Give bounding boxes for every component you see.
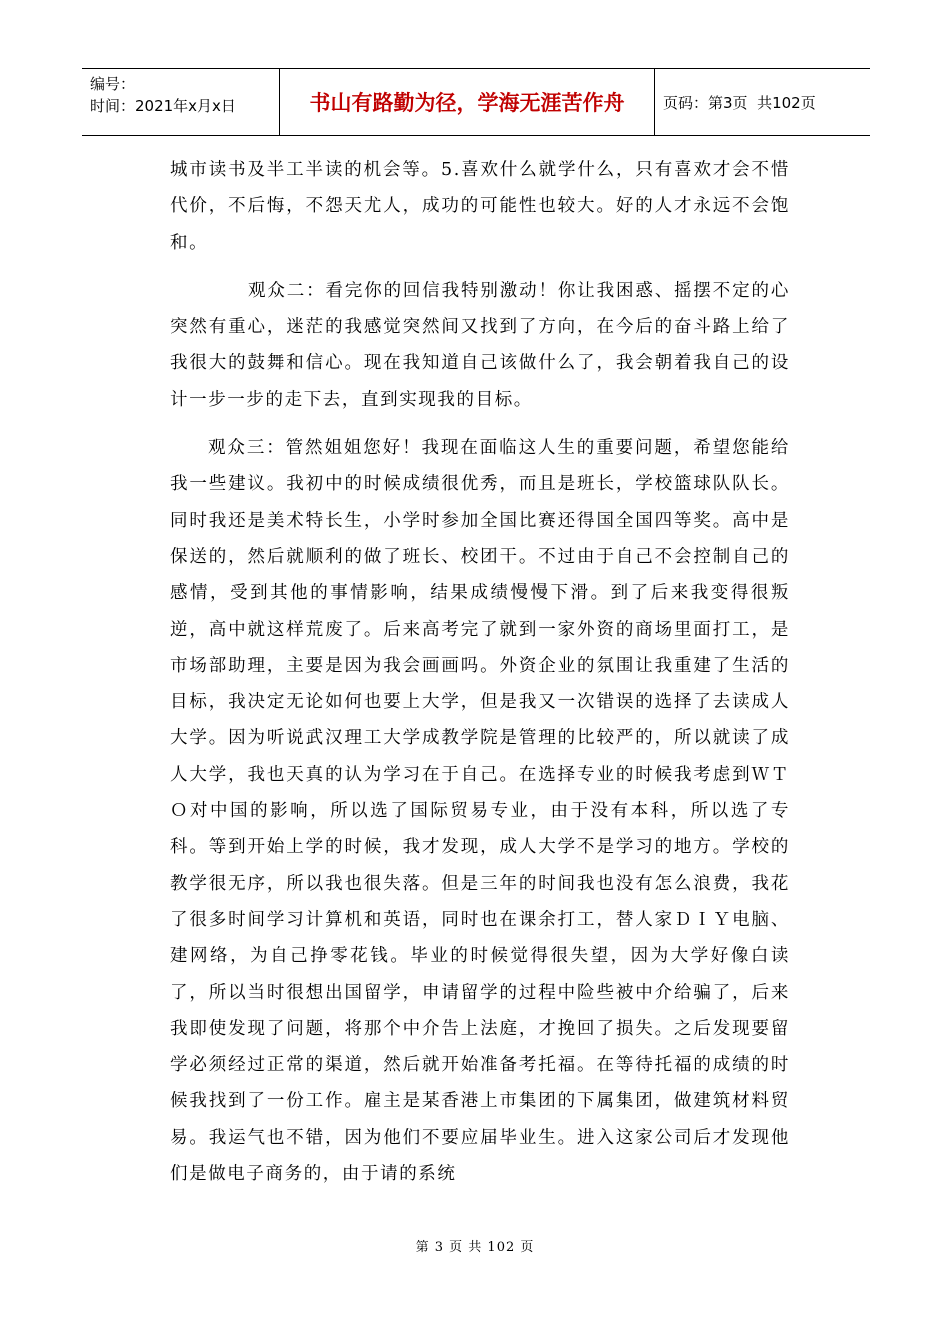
body-paragraph: 城市读书及半工半读的机会等。5.喜欢什么就学什么，只有喜欢才会不惜代价，不后悔，不怨天尤人，成功的可能性也较大。好的人才永远不会饱和。 <box>170 160 790 253</box>
document-number-label: 编号： <box>90 75 136 93</box>
header-page-info: 页码：第3页 共102页 <box>663 93 816 112</box>
body-paragraph: 观众二：看完你的回信我特别激动！你让我困惑、摇摆不定的心突然有重心，迷茫的我感觉突然间又找到了方向，在今后的奋斗路上给了我很大的鼓舞和信心。现在我知道自己该做什么了，我会朝着我自己的设计一步一步的走下去，直到实现我的目标。 <box>170 280 790 410</box>
header-page-cell <box>655 69 870 135</box>
header-motto: 书山有路勤为径，学海无涯苦作舟 <box>309 91 625 115</box>
page-footer: 第 3 页 共 102 页 <box>415 1240 535 1255</box>
page-header <box>82 68 870 136</box>
document-time-label: 时间：2021年x月x日 <box>90 97 236 115</box>
header-motto-cell <box>280 69 655 135</box>
document-body <box>170 152 790 1192</box>
body-paragraph: 观众三：管然姐姐您好！我现在面临这人生的重要问题，希望您能给我一些建议。我初中的时候成绩很优秀，而且是班长，学校篮球队队长。同时我还是美术特长生，小学时参加全国比赛还得国全国四等奖。高中是保送的，然后就顺利的做了班长、校团干。不过由于自己不会控制自己的感情，受到其他的事情影响，结果成绩慢慢下滑。到了后来我变得很叛逆，高中就这样荒废了。后来高考完了就到一家外资的商场里面打工，是市场部助理，主要是因为我会画画吗。外资企业的氛围让我重建了生活的目标，我决定无论如何也要上大学，但是我又一次错误的选择了去读成人大学。因为听说武汉理工大学成教学院是管理的比较严的，所以就读了成人大学，我也天真的认为学习在于自己。在选择专业的时候我考虑到ＷＴＯ对中国的影响，所以选了国际贸易专业，由于没有本科，所以选了专科。等到开始上学的时候，我才发现，成人大学不是学习的地方。学校的教学很无序，所以我也很失落。但是三年的时间我也没有怎么浪费，我花了很多时间学习计算机和英语，同时也在课余打工，替人家ＤＩＹ电脑、建网络，为自己挣零花钱。毕业的时候觉得很失望，因为大学好像白读了，所以当时很想出国留学，申请留学的过程中险些被中介给骗了，后来我即使发现了问题，将那个中介告上法庭，才挽回了损失。之后发现要留学必须经过正常的渠道，然后就开始准备考托福。在等待托福的成绩的时候我找到了一份工作。雇主是某香港上市集团的下属集团，做建筑材料贸易。我运气也不错，因为他们不要应届毕业生。进入这家公司后才发现他们是做电子商务的，由于请的系统 <box>170 438 790 1185</box>
header-meta-cell <box>82 69 280 135</box>
